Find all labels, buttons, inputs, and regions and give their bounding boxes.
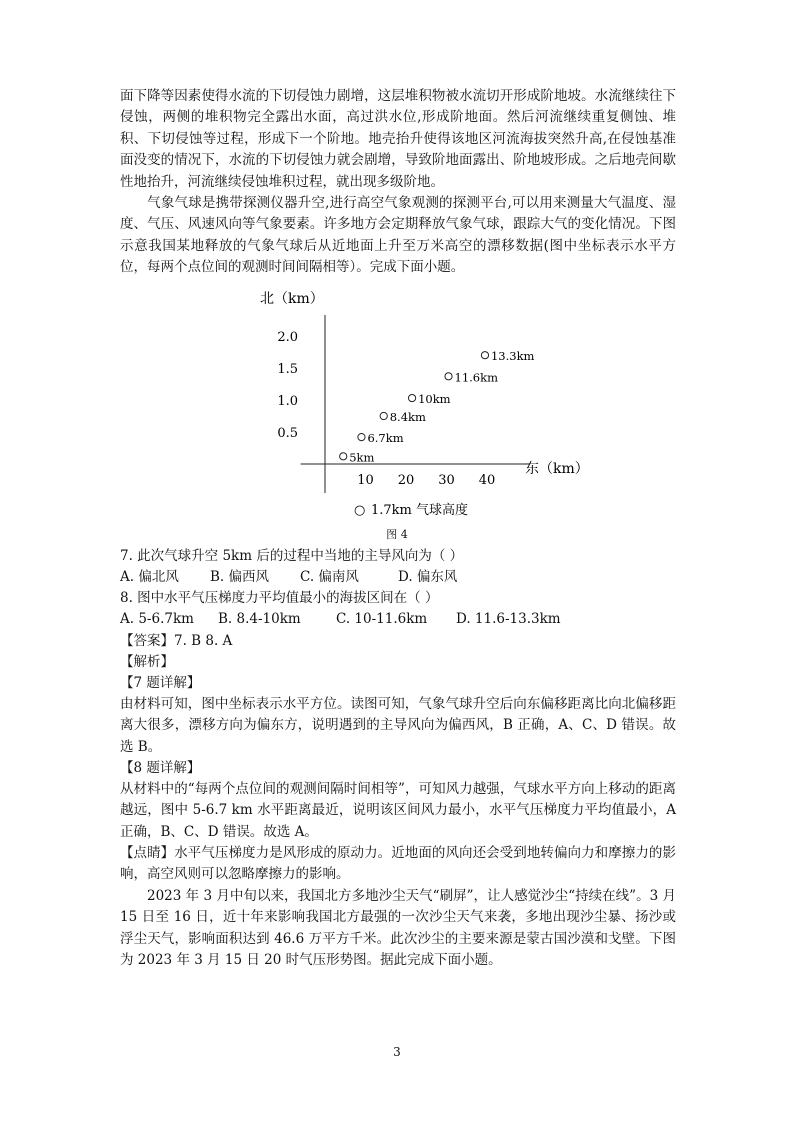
chart-legend (354, 502, 468, 518)
q8-stem: 8. 图中水平气压梯度力平均值最小的海拔区间在（ ） (120, 590, 439, 606)
analysis-label: 【解析】 (120, 654, 174, 670)
x-axis-label: 东（km） (525, 461, 589, 477)
y-tick-label: 1.5 (277, 362, 298, 377)
q7-detail: 由材料可知，图中坐标表示水平方位。读图可知，气象气球升空后向东偏移距离比向北偏移距离大很多，漂移方向为偏东方，说明遇到的主导风向为偏西风，B 正确，A、C、D 错误。故选 B。 (120, 696, 676, 755)
q7-option-c: C. 偏南风 (300, 569, 359, 585)
data-label: 10km (418, 392, 451, 407)
q8-option-a: A. 5-6.7km (120, 611, 194, 627)
q8-option-b: B. 8.4-10km (218, 611, 301, 627)
legend-symbol: ○ (354, 503, 366, 518)
q7-detail-label: 【7 题详解】 (120, 675, 201, 691)
x-tick-label: 30 (438, 473, 455, 488)
balloon-paragraph-text: 气象气球是携带探测仪器升空,进行高空气象观测的探测平台,可以用来测量大气温度、湿度、气压、风速风向等气象要素。许多地方会定期释放气象气球，跟踪大气的变化情况。下图示意我国某地释放的气象气球后从近地面上升至万米高空的漂移数据(图中坐标表示水平方位，每两个点位间的观测时间间隔相等）。完成下面小题。 (120, 195, 676, 276)
data-point (340, 453, 347, 460)
page-number: 3 (393, 1045, 401, 1059)
answer-line: 【答案】7. B 8. A (120, 633, 233, 649)
balloon-drift-chart (250, 283, 589, 523)
data-label: 13.3km (490, 349, 535, 364)
q8-option-d: D. 11.6-13.3km (456, 611, 561, 627)
data-point (380, 412, 387, 419)
tip-text: 水平气压梯度力是风形成的原动力。近地面的风向还会受到地转偏向力和摩擦力的影响，高空风则可以忽略摩擦力的影响。 (120, 845, 676, 883)
q7-option-d: D. 偏东风 (398, 569, 458, 585)
y-tick-label: 1.0 (277, 394, 298, 409)
tip-paragraph (120, 843, 676, 886)
y-axis-label: 北（km） (260, 291, 324, 307)
tip-label: 【点睛】 (120, 845, 175, 861)
x-tick-label: 40 (478, 473, 496, 488)
sand-paragraph (120, 886, 676, 972)
q8-option-c: C. 10-11.6km (336, 611, 428, 627)
q8-detail-label: 【8 题详解】 (120, 760, 201, 776)
data-point (481, 352, 488, 359)
chart-axes (301, 315, 530, 493)
balloon-paragraph (120, 193, 676, 279)
data-point (358, 434, 365, 441)
q7-option-a: A. 偏北风 (120, 569, 179, 585)
data-label: 8.4km (389, 410, 426, 424)
q7-stem: 7. 此次气球升空 5km 后的过程中当地的主导风向为（ ） (120, 548, 464, 564)
x-tick-label: 20 (397, 473, 415, 488)
data-point (445, 373, 452, 380)
q8-options (120, 609, 561, 630)
data-label: 11.6km (454, 370, 499, 385)
chart-points (340, 349, 535, 464)
legend-text: 1.7km 气球高度 (371, 503, 469, 518)
q7-option-b: B. 偏西风 (210, 569, 270, 585)
intro-paragraph: 面下降等因素使得水流的下切侵蚀力剧增，这层堆积物被水流切开形成阶地坡。水流继续往下侵蚀，两侧的堆积物完全露出水面，高过洪水位,形成阶地面。然后河流继续重复侧蚀、堆积、下切侵蚀等过程，形成下一个阶地。地壳抬升使得该地区河流海拔突然升高,在侵蚀基准面没变的情况下，水流的下切侵蚀力就会剧增，导致阶地面露出、阶地坡形成。之后地壳间歇性地抬升，河流继续侵蚀堆积过程，就出现多级阶地。 (120, 88, 676, 190)
data-point (408, 394, 415, 401)
figure-caption: 图 4 (386, 528, 408, 541)
x-tick-label: 10 (357, 473, 374, 488)
sand-paragraph-text: 2023 年 3 月中旬以来，我国北方多地沙尘天气“刷屏”，让人感觉沙尘“持续在线”。3 月 15 日至 16 日，近十年来影响我国北方最强的一次沙尘天气来袭，多地出现沙尘暴、扬沙或浮尘天气，影响面积达到 46.6 万平方千米。此次沙尘的主要来源是蒙古国沙漠和戈壁。下图为 2023 年 3 月 15 日 20 时气压形势图。据此完成下面小题。 (120, 888, 676, 969)
data-label: 5km (349, 450, 375, 465)
y-tick-label: 0.5 (277, 426, 298, 441)
q8-detail: 从材料中的“每两个点位间的观测间隔时间相等”，可知风力越强，气球水平方向上移动的距离越远，图中 5-6.7 km 水平距离最近，说明该区间风力最小，水平气压梯度力平均值最小，A 正确，B、C、D 错误。故选 A。 (120, 781, 676, 840)
q7-options (120, 567, 457, 588)
data-label: 6.7km (367, 431, 404, 446)
y-tick-label: 2.0 (277, 330, 298, 345)
